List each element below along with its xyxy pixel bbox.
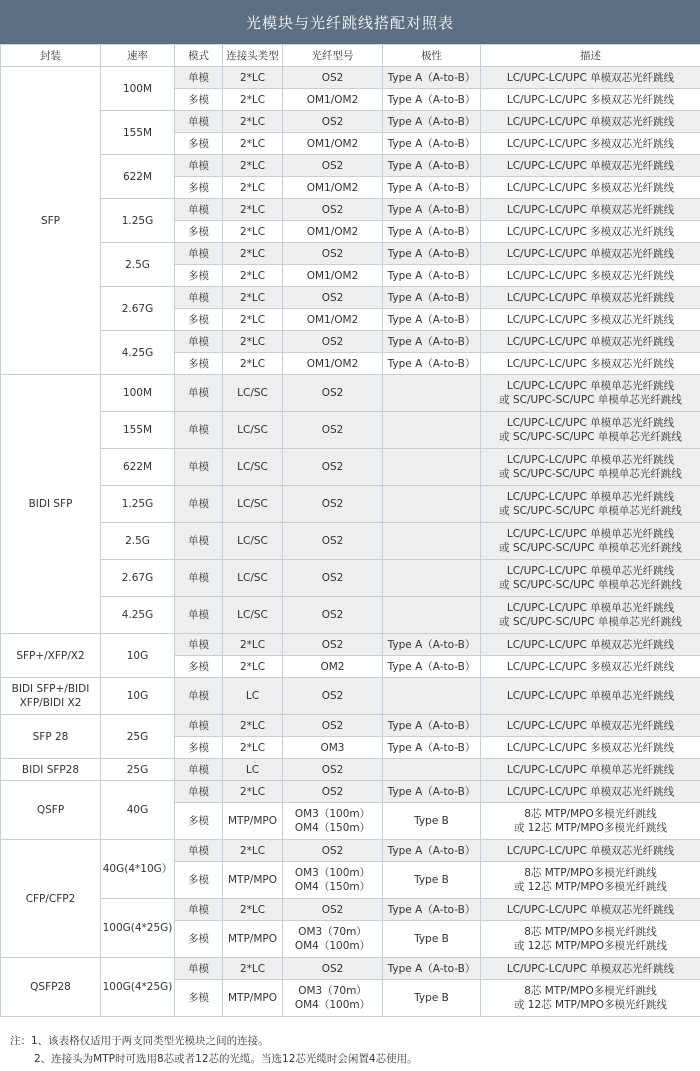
description-cell: LC/UPC-LC/UPC 单模双芯光纤跳线 — [481, 155, 700, 177]
polarity-cell: Type A（A-to-B） — [383, 265, 481, 287]
rate-cell: 155M — [101, 412, 175, 449]
polarity-cell: Type A（A-to-B） — [383, 840, 481, 862]
connector-cell: LC — [223, 678, 283, 715]
table-row — [1, 111, 700, 133]
description-line: 或 SC/UPC-SC/UPC 单模单芯光纤跳线 — [499, 542, 682, 554]
table-row — [1, 67, 700, 89]
fiber-line: OM4（150m） — [294, 881, 371, 893]
header-cell: 描述 — [481, 45, 700, 67]
rate-cell: 1.25G — [101, 199, 175, 243]
description-cell — [481, 597, 700, 634]
package-cell: QSFP — [1, 781, 101, 840]
connector-cell: 2*LC — [223, 243, 283, 265]
connector-cell: LC/SC — [223, 560, 283, 597]
fiber-cell: OS2 — [283, 715, 383, 737]
mode-cell: 多模 — [175, 265, 223, 287]
mode-cell: 单模 — [175, 715, 223, 737]
polarity-cell: Type A（A-to-B） — [383, 309, 481, 331]
polarity-cell: Type A（A-to-B） — [383, 133, 481, 155]
description-line: 或 SC/UPC-SC/UPC 单模单芯光纤跳线 — [499, 468, 682, 480]
polarity-cell — [383, 375, 481, 412]
mode-cell: 单模 — [175, 155, 223, 177]
description-cell: LC/UPC-LC/UPC 单模双芯光纤跳线 — [481, 67, 700, 89]
mode-cell: 单模 — [175, 111, 223, 133]
description-cell — [481, 523, 700, 560]
footnote-2: 2、连接头为MTP时可选用8芯或者12芯的光缆。当选12芯光缆时会闲置4芯使用。 — [34, 1053, 418, 1065]
fiber-cell: OS2 — [283, 67, 383, 89]
connector-cell: LC/SC — [223, 597, 283, 634]
connector-cell: 2*LC — [223, 199, 283, 221]
fiber-cell: OM1/OM2 — [283, 265, 383, 287]
mode-cell: 单模 — [175, 899, 223, 921]
package-line: XFP/BIDI X2 — [19, 697, 82, 709]
fiber-line: OM4（100m） — [294, 999, 371, 1011]
fiber-cell — [283, 980, 383, 1017]
connector-cell: 2*LC — [223, 287, 283, 309]
polarity-cell — [383, 449, 481, 486]
polarity-cell: Type A（A-to-B） — [383, 781, 481, 803]
header-cell: 速率 — [101, 45, 175, 67]
table-row — [1, 958, 700, 980]
mode-cell: 单模 — [175, 375, 223, 412]
description-line: 8芯 MTP/MPO多模光纤跳线 — [524, 808, 657, 820]
polarity-cell: Type B — [383, 862, 481, 899]
connector-cell: 2*LC — [223, 634, 283, 656]
rate-cell: 1.25G — [101, 486, 175, 523]
connector-cell: MTP/MPO — [223, 803, 283, 840]
rate-cell: 25G — [101, 715, 175, 759]
description-cell — [481, 375, 700, 412]
fiber-cell: OS2 — [283, 560, 383, 597]
fiber-cell: OS2 — [283, 523, 383, 560]
fiber-cell: OS2 — [283, 199, 383, 221]
polarity-cell: Type A（A-to-B） — [383, 353, 481, 375]
description-cell: LC/UPC-LC/UPC 多模双芯光纤跳线 — [481, 177, 700, 199]
fiber-line: OM3（70m） — [298, 926, 367, 938]
package-cell: SFP+/XFP/X2 — [1, 634, 101, 678]
rate-cell: 2.67G — [101, 287, 175, 331]
polarity-cell: Type B — [383, 803, 481, 840]
rate-cell: 2.67G — [101, 560, 175, 597]
fiber-cell: OS2 — [283, 634, 383, 656]
mode-cell: 多模 — [175, 862, 223, 899]
description-cell: LC/UPC-LC/UPC 多模双芯光纤跳线 — [481, 353, 700, 375]
fiber-cell: OS2 — [283, 375, 383, 412]
header-cell: 光纤型号 — [283, 45, 383, 67]
connector-cell: 2*LC — [223, 840, 283, 862]
mode-cell: 单模 — [175, 486, 223, 523]
mode-cell: 单模 — [175, 287, 223, 309]
compatibility-table — [0, 44, 700, 1017]
description-line: LC/UPC-LC/UPC 单模单芯光纤跳线 — [506, 454, 675, 466]
description-cell: LC/UPC-LC/UPC 单模单芯光纤跳线 — [481, 678, 700, 715]
connector-cell: 2*LC — [223, 221, 283, 243]
mode-cell: 多模 — [175, 656, 223, 678]
description-cell: LC/UPC-LC/UPC 单模双芯光纤跳线 — [481, 331, 700, 353]
connector-cell: 2*LC — [223, 958, 283, 980]
package-cell: SFP 28 — [1, 715, 101, 759]
description-cell: LC/UPC-LC/UPC 多模双芯光纤跳线 — [481, 656, 700, 678]
polarity-cell: Type A（A-to-B） — [383, 67, 481, 89]
table-row — [1, 287, 700, 309]
mode-cell: 单模 — [175, 759, 223, 781]
connector-cell: 2*LC — [223, 737, 283, 759]
fiber-cell: OS2 — [283, 155, 383, 177]
table-header-row — [1, 45, 700, 67]
table-row — [1, 331, 700, 353]
table-row — [1, 449, 700, 486]
polarity-cell: Type B — [383, 921, 481, 958]
connector-cell: LC/SC — [223, 449, 283, 486]
mode-cell: 单模 — [175, 560, 223, 597]
description-line: LC/UPC-LC/UPC 单模单芯光纤跳线 — [506, 602, 675, 614]
connector-cell: 2*LC — [223, 111, 283, 133]
fiber-cell: OS2 — [283, 899, 383, 921]
description-cell: LC/UPC-LC/UPC 单模双芯光纤跳线 — [481, 243, 700, 265]
mode-cell: 多模 — [175, 737, 223, 759]
rate-cell: 4.25G — [101, 331, 175, 375]
connector-cell: 2*LC — [223, 309, 283, 331]
fiber-line: OM3（70m） — [298, 985, 367, 997]
polarity-cell: Type A（A-to-B） — [383, 199, 481, 221]
polarity-cell: Type A（A-to-B） — [383, 331, 481, 353]
description-line: 或 SC/UPC-SC/UPC 单模单芯光纤跳线 — [499, 579, 682, 591]
rate-cell: 100M — [101, 67, 175, 111]
rate-cell: 2.5G — [101, 523, 175, 560]
header-cell: 封装 — [1, 45, 101, 67]
polarity-cell: Type B — [383, 980, 481, 1017]
rate-cell: 100M — [101, 375, 175, 412]
description-line: 或 12芯 MTP/MPO多模光纤跳线 — [513, 881, 668, 893]
fiber-cell — [283, 862, 383, 899]
fiber-cell: OS2 — [283, 111, 383, 133]
description-cell: LC/UPC-LC/UPC 单模双芯光纤跳线 — [481, 287, 700, 309]
description-cell — [481, 449, 700, 486]
package-cell — [1, 678, 101, 715]
mode-cell: 多模 — [175, 133, 223, 155]
description-line: LC/UPC-LC/UPC 单模单芯光纤跳线 — [506, 491, 675, 503]
rate-cell: 100G(4*25G) — [101, 958, 175, 1017]
polarity-cell: Type A（A-to-B） — [383, 111, 481, 133]
polarity-cell — [383, 486, 481, 523]
mode-cell: 多模 — [175, 221, 223, 243]
package-cell: CFP/CFP2 — [1, 840, 101, 958]
polarity-cell — [383, 759, 481, 781]
mode-cell: 单模 — [175, 449, 223, 486]
table-row — [1, 715, 700, 737]
connector-cell: 2*LC — [223, 155, 283, 177]
description-cell: LC/UPC-LC/UPC 多模双芯光纤跳线 — [481, 133, 700, 155]
mode-cell: 多模 — [175, 921, 223, 958]
connector-cell: LC — [223, 759, 283, 781]
description-line: 或 SC/UPC-SC/UPC 单模单芯光纤跳线 — [499, 431, 682, 443]
polarity-cell: Type A（A-to-B） — [383, 287, 481, 309]
polarity-cell: Type A（A-to-B） — [383, 958, 481, 980]
fiber-cell: OS2 — [283, 486, 383, 523]
description-cell: LC/UPC-LC/UPC 多模双芯光纤跳线 — [481, 737, 700, 759]
fiber-cell: OM1/OM2 — [283, 309, 383, 331]
mode-cell: 多模 — [175, 89, 223, 111]
fiber-cell: OS2 — [283, 243, 383, 265]
table-row — [1, 899, 700, 921]
polarity-cell — [383, 523, 481, 560]
mode-cell: 单模 — [175, 199, 223, 221]
description-cell: LC/UPC-LC/UPC 单模双芯光纤跳线 — [481, 899, 700, 921]
description-cell: LC/UPC-LC/UPC 单模双芯光纤跳线 — [481, 111, 700, 133]
description-cell: LC/UPC-LC/UPC 多模双芯光纤跳线 — [481, 221, 700, 243]
connector-cell: 2*LC — [223, 177, 283, 199]
connector-cell: 2*LC — [223, 353, 283, 375]
fiber-cell: OS2 — [283, 331, 383, 353]
description-cell: LC/UPC-LC/UPC 多模双芯光纤跳线 — [481, 89, 700, 111]
description-cell — [481, 980, 700, 1017]
fiber-line: OM3（100m） — [294, 867, 371, 879]
mode-cell: 单模 — [175, 243, 223, 265]
description-cell: LC/UPC-LC/UPC 单模双芯光纤跳线 — [481, 958, 700, 980]
table-row — [1, 375, 700, 412]
connector-cell: LC/SC — [223, 412, 283, 449]
connector-cell: MTP/MPO — [223, 921, 283, 958]
mode-cell: 单模 — [175, 840, 223, 862]
polarity-cell: Type A（A-to-B） — [383, 899, 481, 921]
rate-cell: 155M — [101, 111, 175, 155]
description-line: 或 SC/UPC-SC/UPC 单模单芯光纤跳线 — [499, 505, 682, 517]
package-cell: SFP — [1, 67, 101, 375]
table-row — [1, 634, 700, 656]
fiber-cell: OM1/OM2 — [283, 221, 383, 243]
connector-cell: 2*LC — [223, 331, 283, 353]
description-line: LC/UPC-LC/UPC 单模单芯光纤跳线 — [506, 565, 675, 577]
description-cell: LC/UPC-LC/UPC 单模双芯光纤跳线 — [481, 840, 700, 862]
rate-cell: 25G — [101, 759, 175, 781]
polarity-cell — [383, 560, 481, 597]
description-cell: LC/UPC-LC/UPC 单模双芯光纤跳线 — [481, 199, 700, 221]
rate-cell: 622M — [101, 449, 175, 486]
rate-cell: 4.25G — [101, 597, 175, 634]
mode-cell: 单模 — [175, 412, 223, 449]
description-line: 或 SC/UPC-SC/UPC 单模单芯光纤跳线 — [499, 394, 682, 406]
fiber-line: OM3（100m） — [294, 808, 371, 820]
fiber-cell: OS2 — [283, 678, 383, 715]
description-cell — [481, 862, 700, 899]
table-row — [1, 560, 700, 597]
description-line: 或 12芯 MTP/MPO多模光纤跳线 — [513, 940, 668, 952]
fiber-cell: OS2 — [283, 449, 383, 486]
table-row — [1, 781, 700, 803]
header-cell: 极性 — [383, 45, 481, 67]
fiber-cell: OS2 — [283, 781, 383, 803]
connector-cell: 2*LC — [223, 67, 283, 89]
table-row — [1, 523, 700, 560]
package-cell: BIDI SFP28 — [1, 759, 101, 781]
mode-cell: 单模 — [175, 958, 223, 980]
mode-cell: 多模 — [175, 177, 223, 199]
description-cell — [481, 803, 700, 840]
mode-cell: 单模 — [175, 781, 223, 803]
fiber-line: OM4（150m） — [294, 822, 371, 834]
fiber-cell: OS2 — [283, 597, 383, 634]
description-cell — [481, 412, 700, 449]
description-line: 或 12芯 MTP/MPO多模光纤跳线 — [513, 822, 668, 834]
mode-cell: 多模 — [175, 980, 223, 1017]
description-line: 8芯 MTP/MPO多模光纤跳线 — [524, 926, 657, 938]
connector-cell: MTP/MPO — [223, 862, 283, 899]
connector-cell: 2*LC — [223, 715, 283, 737]
description-cell — [481, 560, 700, 597]
connector-cell: 2*LC — [223, 899, 283, 921]
polarity-cell: Type A（A-to-B） — [383, 634, 481, 656]
connector-cell: 2*LC — [223, 781, 283, 803]
package-cell: QSFP28 — [1, 958, 101, 1017]
fiber-cell: OM1/OM2 — [283, 133, 383, 155]
polarity-cell: Type A（A-to-B） — [383, 155, 481, 177]
table-row — [1, 597, 700, 634]
rate-cell: 10G — [101, 634, 175, 678]
table-row — [1, 412, 700, 449]
description-cell — [481, 921, 700, 958]
polarity-cell: Type A（A-to-B） — [383, 177, 481, 199]
description-cell: LC/UPC-LC/UPC 单模双芯光纤跳线 — [481, 781, 700, 803]
description-line: 8芯 MTP/MPO多模光纤跳线 — [524, 867, 657, 879]
fiber-cell: OM3 — [283, 737, 383, 759]
connector-cell: 2*LC — [223, 265, 283, 287]
polarity-cell: Type A（A-to-B） — [383, 243, 481, 265]
description-line: LC/UPC-LC/UPC 单模单芯光纤跳线 — [506, 528, 675, 540]
table-row — [1, 199, 700, 221]
page-title: 光模块与光纤跳线搭配对照表 — [0, 0, 700, 44]
connector-cell: LC/SC — [223, 523, 283, 560]
description-cell: LC/UPC-LC/UPC 多模双芯光纤跳线 — [481, 309, 700, 331]
fiber-cell: OS2 — [283, 958, 383, 980]
description-cell: LC/UPC-LC/UPC 单模双芯光纤跳线 — [481, 634, 700, 656]
description-line: 或 12芯 MTP/MPO多模光纤跳线 — [513, 999, 668, 1011]
fiber-cell: OS2 — [283, 759, 383, 781]
connector-cell: 2*LC — [223, 656, 283, 678]
description-cell — [481, 486, 700, 523]
polarity-cell: Type A（A-to-B） — [383, 656, 481, 678]
description-line: 8芯 MTP/MPO多模光纤跳线 — [524, 985, 657, 997]
polarity-cell: Type A（A-to-B） — [383, 737, 481, 759]
polarity-cell — [383, 678, 481, 715]
description-line: 或 SC/UPC-SC/UPC 单模单芯光纤跳线 — [499, 616, 682, 628]
rate-cell: 40G — [101, 781, 175, 840]
rate-cell: 622M — [101, 155, 175, 199]
fiber-line: OM4（100m） — [294, 940, 371, 952]
mode-cell: 多模 — [175, 353, 223, 375]
rate-cell: 40G(4*10G） — [101, 840, 175, 899]
package-line: BIDI SFP+/BIDI — [11, 683, 90, 695]
rate-cell: 2.5G — [101, 243, 175, 287]
polarity-cell — [383, 412, 481, 449]
table-row — [1, 840, 700, 862]
fiber-cell: OM1/OM2 — [283, 89, 383, 111]
table-row — [1, 155, 700, 177]
description-line: LC/UPC-LC/UPC 单模单芯光纤跳线 — [506, 417, 675, 429]
connector-cell: 2*LC — [223, 89, 283, 111]
mode-cell: 单模 — [175, 67, 223, 89]
connector-cell: 2*LC — [223, 133, 283, 155]
rate-cell: 100G(4*25G) — [101, 899, 175, 958]
footnotes — [0, 1028, 700, 1068]
fiber-cell: OS2 — [283, 840, 383, 862]
connector-cell: LC/SC — [223, 375, 283, 412]
package-cell: BIDI SFP — [1, 375, 101, 634]
fiber-cell — [283, 921, 383, 958]
fiber-cell: OM1/OM2 — [283, 177, 383, 199]
mode-cell: 单模 — [175, 523, 223, 560]
fiber-cell: OS2 — [283, 287, 383, 309]
mode-cell: 单模 — [175, 678, 223, 715]
table-row — [1, 243, 700, 265]
description-cell: LC/UPC-LC/UPC 单模双芯光纤跳线 — [481, 715, 700, 737]
footnote-1: 注：1、该表格仅适用于两支同类型光模块之间的连接。 — [10, 1035, 269, 1047]
polarity-cell: Type A（A-to-B） — [383, 89, 481, 111]
rate-cell: 10G — [101, 678, 175, 715]
connector-cell: LC/SC — [223, 486, 283, 523]
polarity-cell — [383, 597, 481, 634]
fiber-cell: OS2 — [283, 412, 383, 449]
polarity-cell: Type A（A-to-B） — [383, 715, 481, 737]
description-cell: LC/UPC-LC/UPC 多模双芯光纤跳线 — [481, 265, 700, 287]
fiber-cell: OM2 — [283, 656, 383, 678]
header-cell: 连接头类型 — [223, 45, 283, 67]
fiber-cell — [283, 803, 383, 840]
table-row — [1, 678, 700, 715]
description-line: LC/UPC-LC/UPC 单模单芯光纤跳线 — [506, 380, 675, 392]
mode-cell: 单模 — [175, 331, 223, 353]
mode-cell: 单模 — [175, 597, 223, 634]
mode-cell: 单模 — [175, 634, 223, 656]
header-cell: 模式 — [175, 45, 223, 67]
fiber-cell: OM1/OM2 — [283, 353, 383, 375]
table-row — [1, 759, 700, 781]
description-cell: LC/UPC-LC/UPC 单模单芯光纤跳线 — [481, 759, 700, 781]
mode-cell: 多模 — [175, 309, 223, 331]
mode-cell: 多模 — [175, 803, 223, 840]
connector-cell: MTP/MPO — [223, 980, 283, 1017]
table-row — [1, 486, 700, 523]
polarity-cell: Type A（A-to-B） — [383, 221, 481, 243]
